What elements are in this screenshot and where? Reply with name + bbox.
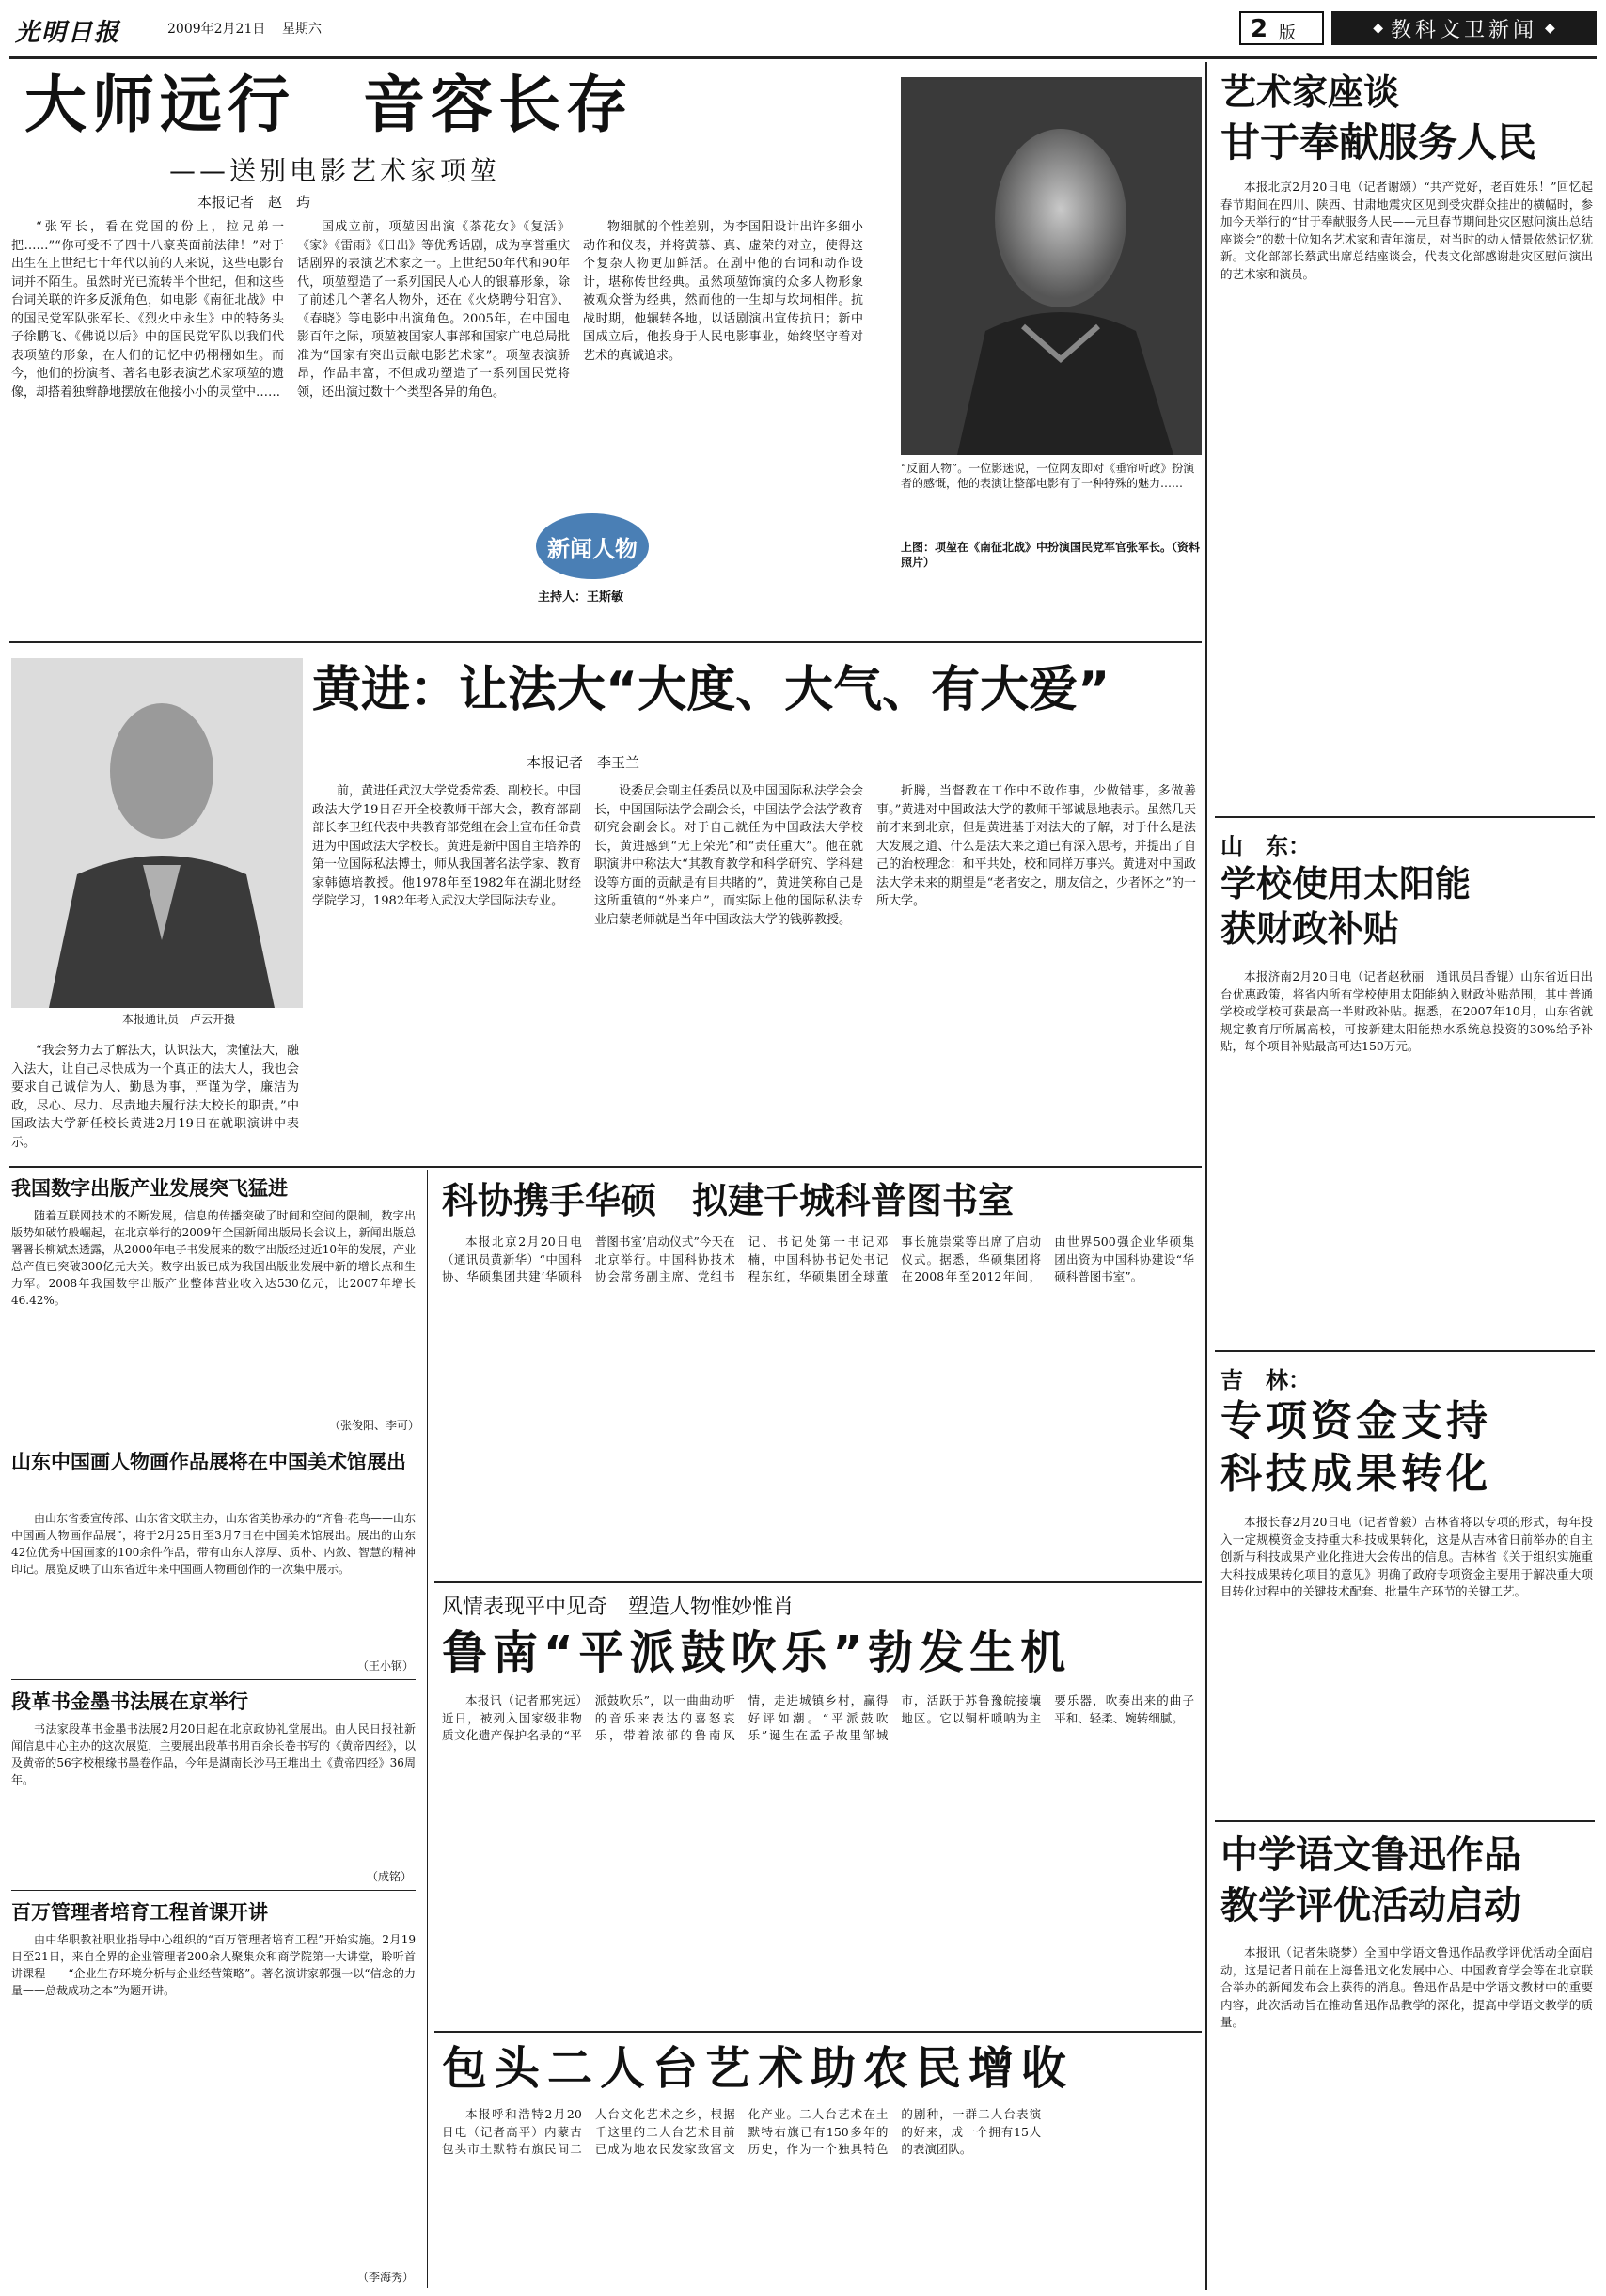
page-number: 2: [1251, 15, 1268, 43]
left-item-3-text: 书法家段革书金墨书法展2月20日起在北京政协礼堂展出。由人民日报社新闻信息中心主办的这次展览，主要展出段革书用百余长卷书写的《黄帝四经》，以及黄帝的56字校根缘书墨卷作品，今年是湖南长沙马王堆出土《黄帝四经》36周年。: [11, 1722, 416, 1786]
page-number-box: [1239, 11, 1324, 45]
diamond-icon: ◆: [1545, 21, 1555, 36]
news-people-badge: [527, 508, 668, 611]
right-item-3-title-2: 科技成果转化: [1220, 1450, 1491, 1498]
column-divider: [427, 1170, 428, 2288]
left-item-3-title: 段革书金墨书法展在京举行: [11, 1691, 248, 1713]
section-rule: [434, 2031, 1202, 2033]
president-photo: [11, 658, 303, 1008]
left-item-2-text: 由山东省委宣传部、山东省文联主办，山东省美协承办的“齐鲁·花鸟——山东中国画人物画作品展”，将于2月25日至3月7日在中国美术馆展出。展出的山东42位优秀中国画家的100余件作品，带有山东人淳厚、质朴、内敛、智慧的精神印记。展览反映了山东省近年来中国画人物画创作的一次集中展示。: [11, 1512, 416, 1576]
right-item-2-place: 山 东：: [1220, 833, 1311, 859]
main-subtitle: ——送别电影艺术家项堃: [169, 155, 501, 186]
left-item-2-credit: （王小钢）: [357, 1659, 415, 1673]
mid-story-3-title: 包头二人台艺术助农民增收: [442, 2042, 1075, 2095]
portrait-image: [901, 77, 1202, 455]
right-item-1-text: 本报北京2月20日电（记者谢颂）“共产党好，老百姓乐！”回忆起春节期间在四川、陕西、甘肃地震灾区见到受灾群众挂出的横幅时，参加今天举行的“甘于奉献服务人民——元旦春节期间赴灾区慰问演出总结座谈会”的数十位知名艺术家和青年演员，对当时的动人情景依然记忆犹新。文化部部长蔡武出席总结座谈会，代表文化部感谢赴灾区慰问演出的艺术家和演员。: [1220, 180, 1593, 281]
main-headline: 大师远行 音容长存: [24, 69, 634, 141]
story2-lead: “我会努力去了解法大，认识法大，读懂法大，融入法大，让自己尽快成为一个真正的法大人，我也会要求自己诚信为人、勤恳为事，严谨为学，廉洁为政，尽心、尽力、尽责地去履行法大校长的职责。”中国政法大学新任校长黄进2月19日在就职演讲中表示。: [11, 1044, 299, 1150]
right-item-4-text: 本报讯（记者朱晓梦）全国中学语文鲁迅作品教学评优活动全面启动，这是记者日前在上海鲁迅文化发展中心、中国教育学会等在北京联合举办的新闻发布会上获得的消息。鲁迅作品是中学语文教材中的重要内容，此次活动旨在推动鲁迅作品教学的深化，提高中学语文教学的质量。: [1220, 1945, 1593, 2029]
right-item-4-title-2: 教学评优活动启动: [1220, 1884, 1521, 1927]
section-banner: [1331, 11, 1597, 45]
portrait-credit: 上图：项堃在《南征北战》中扮演国民党军官张军长。（资料照片）: [901, 541, 1201, 569]
story2-col-2: 设委员会副主任委员以及中国国际私法学会会长，中国国际法学会副会长，中国法学会法学教育研究会副会长。对于自己就任为中国政法大学校长，黄进感到“无上荣光”和“责任重大”。他在就职演讲中称法大“其教育教学和科学研究、学科建设等方面的贡献是有目共睹的”，黄进笑称自己是这所重镇的“外来户”，而实际上他的国际私法专业启蒙老师就是当年中国政法大学的钱骅教授。: [594, 784, 863, 927]
main-col-2: 国成立前，项堃因出演《茶花女》《复活》《家》《雷雨》《日出》等优秀话剧，成为享誉重庆话剧界的表演艺术家之一。上世纪50年代和90年代，项堃塑造了一系列国民人心人的银幕形象，除了前述几个著名人物外，还在《火烧聘兮阳宫》、《春晓》等电影中出演角色。2005年，在中国电影百年之际，项堃被国家人事部和国家广电总局批准为“国家有突出贡献电影艺术家”。项堃表演骄昂，作品丰富，不但成功塑造了一系列国民党将领，还出演过数十个类型各异的角色。: [297, 220, 570, 400]
item-rule: [11, 1890, 416, 1891]
right-item-2-title-1: 学校使用太阳能: [1220, 863, 1472, 904]
section-name: 教科文卫新闻: [1390, 18, 1537, 42]
masthead-rule: [9, 56, 1597, 59]
mid-story-3-text: 本报呼和浩特2月20日电（记者高平）内蒙古包头市土默特右旗民间二人台文化艺术之乡，根据千这里的二人台艺术目前已成为地农民发家致富文化产业。二人台艺术在土默特右旗已有150多年的历史，作为一个独具特色的剧种，一群二人台表演的好来，成一个拥有15人的表演团队。: [442, 2107, 1042, 2156]
left-item-3-credit: （成铭）: [367, 1870, 413, 1883]
host-label: 主持人：王斯敏: [538, 590, 624, 605]
item-rule: [1215, 1350, 1595, 1352]
section-rule: [434, 1581, 1202, 1583]
left-item-2-title: 山东中国画人物画作品展将在中国美术馆展出: [11, 1451, 406, 1473]
main-col-3: 物细腻的个性差别，为李国阳设计出许多细小动作和仪表，并将黄慕、真、虚荣的对立，使得这个复杂人物更加鲜活。在剧中他的台词和动作设计，堪称传世经典。虽然项堃饰演的众多人物形象被观众誉为经典，然而他的一生却与坎坷相伴。抗战时期，他辗转各地，以话剧演出宣传抗日；新中国成立后，他投身于人民电影事业，始终坚守着对艺术的真诚追求。: [583, 220, 863, 363]
page-number-label: 版: [1279, 24, 1296, 43]
masthead-logo: 光明日报: [15, 19, 121, 47]
section-rule: [9, 641, 1202, 643]
right-item-3-place: 吉 林：: [1220, 1367, 1311, 1393]
left-item-4-title: 百万管理者培育工程首课开讲: [11, 1901, 268, 1924]
portrait-caption: “反面人物”。一位影迷说，一位网友即对《垂帘听政》扮演者的感慨，他的表演让整部电影有了一种特殊的魅力……: [901, 462, 1195, 490]
mid-story-1-text: 本报北京2月20日电（通讯员黄新华）“中国科协、华硕集团共建‘华硕科普图书室’启动仪式”今天在北京举行。中国科协技术协会常务副主席、党组书记、书记处第一书记邓楠，中国科协书记处书记程东红，华硕集团全球董事长施崇棠等出席了启动仪式。据悉，华硕集团将在2008年至2012年间，由世界500强企业华硕集团出资为中国科协建设“华硕科普图书室”。: [442, 1234, 1194, 1283]
right-item-1-title-1: 艺术家座谈: [1220, 71, 1400, 113]
item-rule: [1215, 1820, 1595, 1822]
story2-headline: 黄进：让法大“大度、大气、有大爱”: [312, 662, 1110, 718]
story2-col-3: 折腾，当督教在工作中不敢作事，少做错事，多做善事。”黄进对中国政法大学的教师干部诚恳地表示。虽然几天前才来到北京，但是黄进基于对法大的了解，对于什么是法大发展之道、什么是法大来之道已有深入思考，并提出了自己的治校理念：和平共处，校和同样万事兴。黄进对中国政法大学未来的期望是“老者安之，朋友信之，少者怀之”的一所大学。: [876, 784, 1196, 908]
mid-story-1-title: 科协携手华硕 拟建千城科普图书室: [442, 1180, 1015, 1221]
right-item-4-title-1: 中学语文鲁迅作品: [1220, 1833, 1521, 1877]
right-item-2-text: 本报济南2月20日电（记者赵秋丽 通讯员吕香锟）山东省近日出台优惠政策，将省内所有学校使用太阳能纳入财政补贴范围，其中普通学校或学校可获最高一半财政补贴。据悉，在2007年10月，山东省就规定教育厅所属高校，可按新建太阳能热水系统总投资的30%给予补贴，每个项目补贴最高可达150万元。: [1220, 969, 1593, 1053]
mid-story-2-kicker: 风情表现平中见奇 塑造人物惟妙惟肖: [442, 1596, 795, 1619]
section-rule: [9, 1166, 1202, 1168]
main-byline: 本报记者 赵 玙: [197, 194, 311, 211]
left-item-1-credit: （张俊阳、李可）: [329, 1419, 420, 1432]
masthead-weekday: 星期六: [282, 22, 322, 37]
left-item-1-text: 随着互联网技术的不断发展，信息的传播突破了时间和空间的限制，数字出版势如破竹般崛起，在北京举行的2009年全国新闻出版局长会议上，新闻出版总署署长柳斌杰透露，从2000年电子书发展来的数字出版经过近10年的发展，产业总产值已突破300亿元大关。数字出版已成为我国出版业发展中新的增长点和生力军。2008年我国数字出版产业整体营业收入达530亿元，比2007年增长46.42%。: [11, 1209, 416, 1307]
item-rule: [11, 1679, 416, 1680]
mid-story-2-text: 本报讯（记者邢宪远）近日，被列入国家级非物质文化遗产保护名录的“平派鼓吹乐”，以一曲曲动听的音乐来表达的喜怒哀乐，带着浓郁的鲁南风情，走进城镇乡村，赢得好评如潮。“平派鼓吹乐”诞生在孟子故里邹城市，活跃于苏鲁豫皖接壤地区。它以铜杆唢呐为主要乐器，吹奏出来的曲子平和、轻柔、婉转细腻。: [442, 1693, 1194, 1742]
column-divider: [1205, 62, 1207, 2290]
right-item-3-title-1: 专项资金支持: [1220, 1397, 1491, 1445]
news-people-logo: 新闻人物: [536, 513, 649, 579]
right-item-3-text: 本报长春2月20日电（记者曾毅）吉林省将以专项的形式，每年投入一定规模资金支持重大科技成果转化，这是从吉林省日前举办的自主创新与科技成果产业化推进大会传出的信息。吉林省《关于组织实施重大科技成果转化项目的意见》明确了政府专项资金主要用于解决重大项目转化过程中的关键技术配套、批量生产环节的关键工艺。: [1220, 1515, 1593, 1598]
masthead-date: 2009年2月21日: [167, 22, 266, 37]
main-col-1: “张军长，看在党国的份上，拉兄弟一把……”“你可受不了四十八豪英面前法律！”对于出生在上世纪七十年代以前的人来说，这些电影台词并不陌生。虽然时光已流转半个世纪，但和这些台词关联的许多反派角色，如电影《南征北战》中的国民党军队张军长、《烈火中永生》中的特务头子徐鹏飞、《佛说以后》中的国民党军队以我们代表项堃的形象，在人们的记忆中仍栩栩如生。而今，他们的扮演者、著名电影表演艺术家项堃的遗像，却搭着独辫静地摆放在他接小小的灵堂中……: [11, 220, 284, 400]
story2-byline: 本报记者 李玉兰: [527, 754, 640, 771]
mid-story-2-title: 鲁南“平派鼓吹乐”勃发生机: [442, 1627, 1072, 1679]
masthead: [0, 0, 1606, 58]
right-item-2-title-2: 获财政补贴: [1220, 908, 1400, 950]
diamond-icon: ◆: [1373, 21, 1383, 36]
president-image: [11, 658, 303, 1008]
actor-portrait-photo: [901, 77, 1202, 455]
story2-col-1: 前，黄进任武汉大学党委常委、副校长。中国政法大学19日召开全校教师干部大会，教育部副部长李卫红代表中共教育部党组在会上宣布任命黄进为中国政法大学校长。黄进是新中国自主培养的第一位国际私法博士，师从我国著名法学家、教育家韩德培教授。他1978年至1982年在湖北财经学院学习，1982年考入武汉大学国际法专业。: [312, 784, 581, 908]
left-item-4-credit: （李海秀）: [357, 2271, 415, 2284]
item-rule: [1215, 816, 1595, 818]
president-photo-credit: 本报通讯员 卢云开摄: [122, 1013, 236, 1026]
left-item-4-text: 由中华职教社职业指导中心组织的“百万管理者培育工程”开始实施。2月19日至21日，来自全界的企业管理者200余人聚集众和商学院第一大讲堂，聆听首讲课程——“企业生存环境分析与企业经营策略”。著名演讲家郭强一以“信念的力量——总裁成功之本”为题开讲。: [11, 1933, 416, 1997]
left-item-1-title: 我国数字出版产业发展突飞猛进: [11, 1177, 288, 1200]
right-item-1-title-2: 甘于奉献服务人民: [1220, 119, 1537, 165]
